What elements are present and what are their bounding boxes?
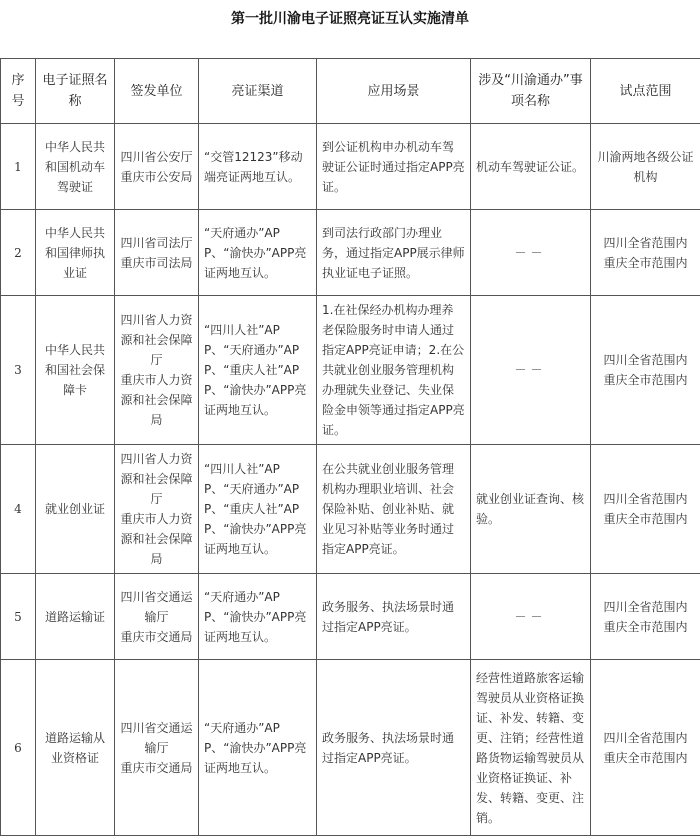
cell-matters: 经营性道路旅客运输驾驶员从业资格证换证、补发、转籍、变更、注销；经营性道路货物运输驾驶员从业资格证换证、补发、转籍、变更、注销。 — [471, 660, 591, 836]
cell-scope — [591, 660, 700, 836]
cell-no: 3 — [1, 296, 36, 445]
header-issuer: 签发单位 — [115, 59, 199, 124]
scope-text: 川渝两地各级公证机构 — [597, 150, 693, 184]
table-row — [1, 445, 700, 574]
cell-license-name: 道路运输证 — [36, 574, 115, 660]
cell-license-name: 中华人民共和国社会保障卡 — [36, 296, 115, 445]
cell-channel: “天府通办”APP、“渝快办”APP亮证两地互认。 — [199, 660, 317, 836]
issuer-text: 四川省司法厅 重庆市司法局 — [120, 236, 192, 270]
cell-issuer — [115, 574, 199, 660]
cell-no: 1 — [1, 124, 36, 210]
issuer-text: 四川省人力资源和社会保障厅 重庆市人力资源和社会保障局 — [120, 452, 192, 566]
cell-scene: 到公证机构申办机动车驾驶证公证时通过指定APP亮证。 — [317, 124, 471, 210]
cell-scene: 1.在社保经办机构办理养老保险服务时申请人通过指定APP亮证申请；2.在公共就业创业服务管理机构办理就失业登记、失业保险金申领等通过指定APP亮证。 — [317, 296, 471, 445]
cell-issuer — [115, 660, 199, 836]
scope-text: 四川全省范围内 重庆全市范围内 — [603, 492, 687, 526]
cell-no: 6 — [1, 660, 36, 836]
cell-channel: “天府通办”APP、“渝快办”APP亮证两地互认。 — [199, 574, 317, 660]
cell-scene: 到司法行政部门办理业务，通过指定APP展示律师执业证电子证照。 — [317, 210, 471, 296]
cell-channel: “四川人社”APP、“天府通办”APP、“重庆人社”APP、“渝快办”APP亮证两地互认。 — [199, 445, 317, 574]
cell-channel: “天府通办”APP、“渝快办”APP亮证两地互认。 — [199, 210, 317, 296]
cell-scene: 在公共就业创业服务管理机构办理职业培训、社会保险补贴、创业补贴、就业见习补贴等业务时通过指定APP亮证。 — [317, 445, 471, 574]
header-license-name: 电子证照名称 — [36, 59, 115, 124]
cell-channel: “交管12123”移动端亮证两地互认。 — [199, 124, 317, 210]
cell-issuer — [115, 124, 199, 210]
cell-no: 5 — [1, 574, 36, 660]
cell-scope — [591, 210, 700, 296]
table-header-row — [1, 59, 700, 124]
cell-license-name: 中华人民共和国机动车驾驶证 — [36, 124, 115, 210]
header-matters: 涉及“川渝通办”事项名称 — [471, 59, 591, 124]
header-scope: 试点范围 — [591, 59, 700, 124]
cell-issuer — [115, 210, 199, 296]
issuer-text: 四川省交通运输厅 重庆市交通局 — [120, 590, 192, 644]
cell-no: 4 — [1, 445, 36, 574]
table-row — [1, 296, 700, 445]
scope-text: 四川全省范围内 重庆全市范围内 — [603, 353, 687, 387]
cell-no: 2 — [1, 210, 36, 296]
scope-text: 四川全省范围内 重庆全市范围内 — [603, 600, 687, 634]
cell-matters: 就业创业证查询、核验。 — [471, 445, 591, 574]
issuer-text: 四川省人力资源和社会保障厅 重庆市人力资源和社会保障局 — [120, 313, 192, 427]
table-row — [1, 660, 700, 836]
cell-issuer — [115, 445, 199, 574]
cell-license-name: 道路运输从业资格证 — [36, 660, 115, 836]
cell-license-name: 就业创业证 — [36, 445, 115, 574]
cell-scope — [591, 124, 700, 210]
cell-issuer — [115, 296, 199, 445]
cell-license-name: 中华人民共和国律师执业证 — [36, 210, 115, 296]
issuer-text: 四川省公安厅 重庆市公安局 — [120, 150, 192, 184]
table-row — [1, 124, 700, 210]
header-scene: 应用场景 — [317, 59, 471, 124]
cell-matters: －－ — [471, 210, 591, 296]
cell-matters: 机动车驾驶证公证。 — [471, 124, 591, 210]
cell-scope — [591, 574, 700, 660]
header-channel: 亮证渠道 — [199, 59, 317, 124]
table-row — [1, 574, 700, 660]
scope-text: 四川全省范围内 重庆全市范围内 — [603, 236, 687, 270]
implementation-list-table — [0, 58, 700, 836]
header-no: 序号 — [1, 59, 36, 124]
cell-matters: －－ — [471, 296, 591, 445]
document-title: 第一批川渝电子证照亮证互认实施清单 — [0, 9, 700, 29]
cell-scene: 政务服务、执法场景时通过指定APP亮证。 — [317, 574, 471, 660]
scope-text: 四川全省范围内 重庆全市范围内 — [603, 731, 687, 765]
table-row — [1, 210, 700, 296]
cell-matters: －－ — [471, 574, 591, 660]
cell-scope — [591, 445, 700, 574]
issuer-text: 四川省交通运输厅 重庆市交通局 — [120, 721, 192, 775]
cell-channel: “四川人社”APP、“天府通办”APP、“重庆人社”APP、“渝快办”APP亮证两地互认。 — [199, 296, 317, 445]
cell-scene: 政务服务、执法场景时通过指定APP亮证。 — [317, 660, 471, 836]
cell-scope — [591, 296, 700, 445]
